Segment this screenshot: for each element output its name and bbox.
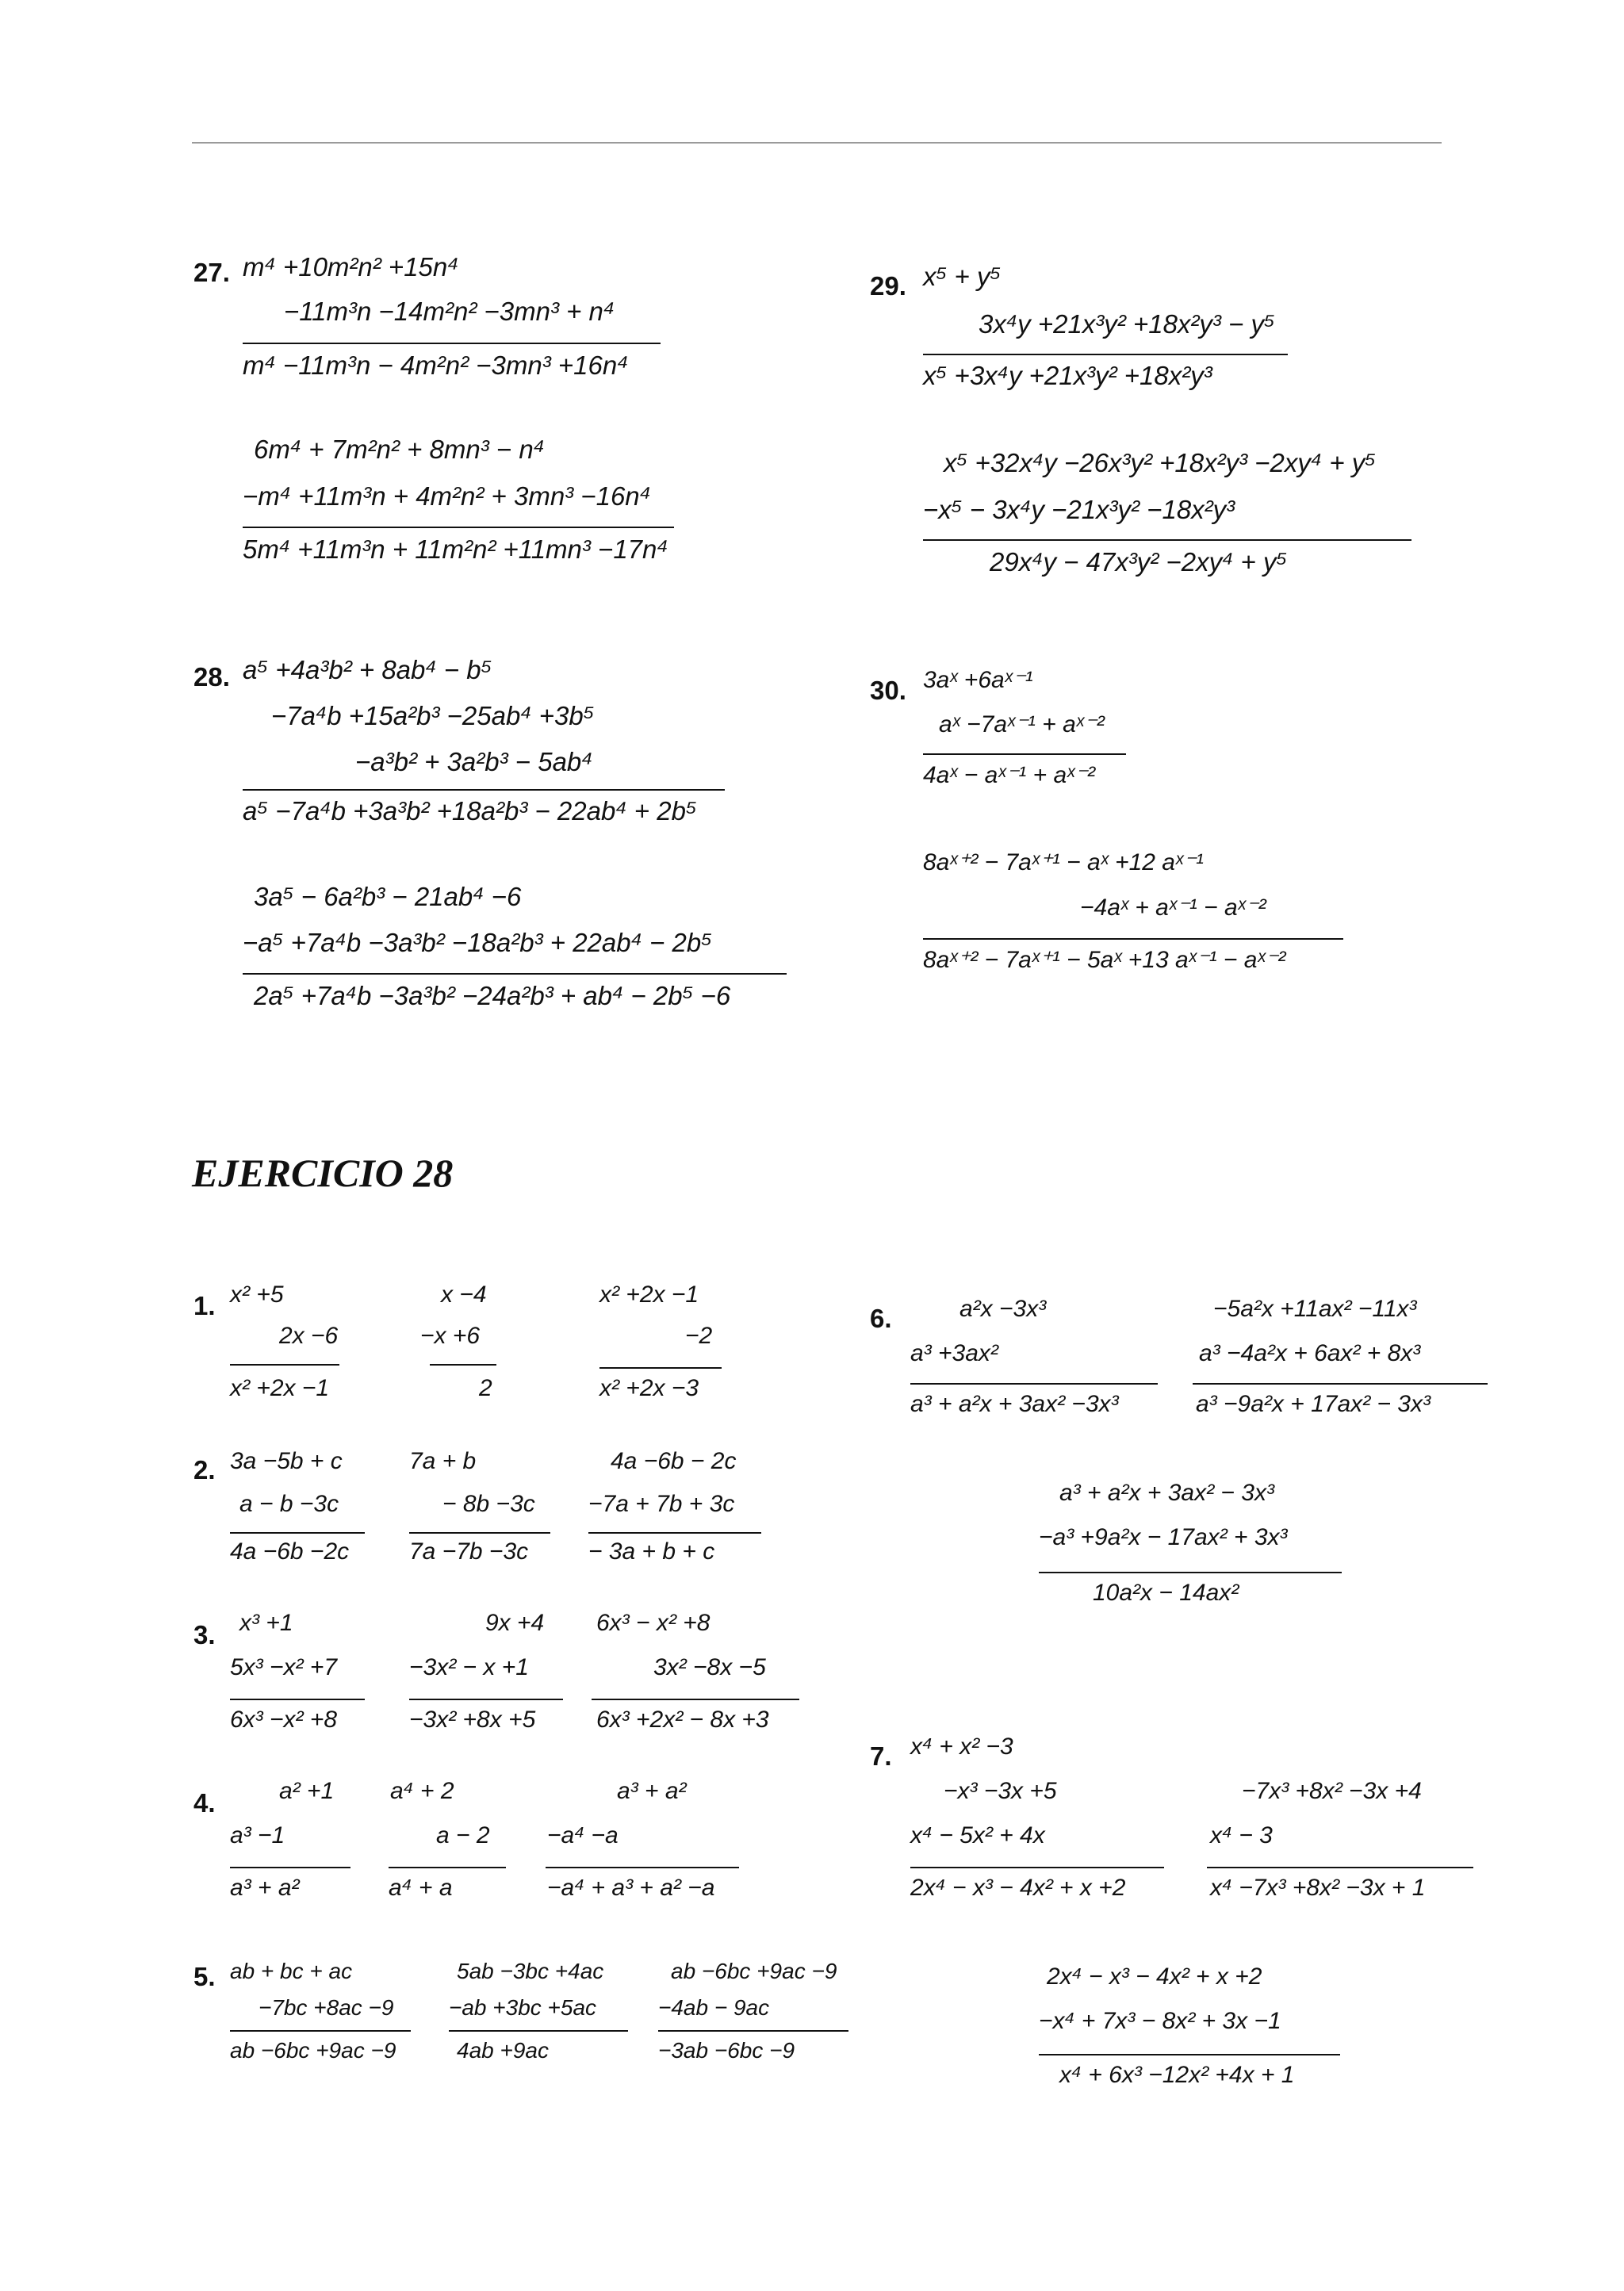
sum-line <box>230 1532 365 1534</box>
exercise-number: 7. <box>870 1741 892 1771</box>
sum-line <box>923 539 1411 541</box>
expression-line: 2x⁴ − x³ − 4x² + x +2 <box>1047 1963 1262 1990</box>
expression-line: 3a⁵ − 6a²b³ − 21ab⁴ −6 <box>254 882 522 911</box>
sum-line <box>658 2030 848 2032</box>
expression-line: −2 <box>685 1323 713 1349</box>
expression-line: x⁴ − 5x² + 4x <box>910 1822 1045 1849</box>
expression-line: 6m⁴ + 7m²n² + 8mn³ − n⁴ <box>254 435 545 464</box>
expression-line: 3aˣ +6aˣ⁻¹ <box>923 667 1033 693</box>
expression-line: a⁴ + 2 <box>390 1778 454 1804</box>
sum-line <box>923 938 1343 940</box>
result-line: 29x⁴y − 47x³y² −2xy⁴ + y⁵ <box>990 547 1288 577</box>
expression-line: −3x² − x +1 <box>409 1654 529 1680</box>
result-line: ab −6bc +9ac −9 <box>230 2038 396 2063</box>
result-line: 4ab +9ac <box>457 2038 549 2063</box>
sum-line <box>243 527 674 528</box>
exercise-number: 4. <box>193 1788 216 1818</box>
result-line: 8aˣ⁺² − 7aˣ⁺¹ − 5aˣ +13 aˣ⁻¹ − aˣ⁻² <box>923 947 1286 973</box>
expression-line: −x³ −3x +5 <box>944 1778 1057 1804</box>
result-line: 2a⁵ +7a⁴b −3a³b² −24a²b³ + ab⁴ − 2b⁵ −6 <box>254 981 731 1010</box>
expression-line: −m⁴ +11m³n + 4m²n² + 3mn³ −16n⁴ <box>243 481 651 511</box>
sum-line <box>230 1699 365 1700</box>
expression-line: −7a⁴b +15a²b³ −25ab⁴ +3b⁵ <box>271 701 595 730</box>
sum-line <box>592 1699 799 1700</box>
expression-line: −a³ +9a²x − 17ax² + 3x³ <box>1039 1524 1288 1550</box>
sum-line <box>546 1867 739 1868</box>
result-line: x² +2x −3 <box>599 1375 699 1401</box>
expression-line: 7a + b <box>409 1448 477 1474</box>
expression-line: −x⁵ − 3x⁴y −21x³y² −18x²y³ <box>923 495 1235 524</box>
result-line: a³ + a² <box>230 1875 300 1901</box>
expression-line: a³ +3ax² <box>910 1340 998 1366</box>
result-line: 2 <box>479 1375 492 1401</box>
exercise-number: 2. <box>193 1455 216 1485</box>
expression-line: −4aˣ + aˣ⁻¹ − aˣ⁻² <box>1080 895 1266 921</box>
result-line: 10a²x − 14ax² <box>1093 1580 1239 1606</box>
result-line: −3ab −6bc −9 <box>658 2038 795 2063</box>
expression-line: −a⁵ +7a⁴b −3a³b² −18a²b³ + 22ab⁴ − 2b⁵ <box>243 928 713 957</box>
result-line: 6x³ −x² +8 <box>230 1707 338 1733</box>
sum-line <box>409 1699 563 1700</box>
expression-line: −4ab − 9ac <box>658 1995 770 2020</box>
result-line: 5m⁴ +11m³n + 11m²n² +11mn³ −17n⁴ <box>243 534 668 564</box>
expression-line: ab −6bc +9ac −9 <box>671 1959 837 1983</box>
expression-line: 5x³ −x² +7 <box>230 1654 338 1680</box>
expression-line: −5a²x +11ax² −11x³ <box>1213 1296 1417 1322</box>
exercise-number: 3. <box>193 1620 216 1649</box>
result-line: a⁵ −7a⁴b +3a³b² +18a²b³ − 22ab⁴ + 2b⁵ <box>243 796 697 826</box>
problem-number: 28. <box>193 662 230 692</box>
result-line: 4aˣ − aˣ⁻¹ + aˣ⁻² <box>923 762 1096 788</box>
expression-line: −x +6 <box>420 1323 481 1349</box>
result-line: 4a −6b −2c <box>230 1538 350 1565</box>
expression-line: 3x⁴y +21x³y² +18x²y³ − y⁵ <box>979 309 1275 339</box>
result-line: x⁵ +3x⁴y +21x³y² +18x²y³ <box>923 361 1212 390</box>
expression-line: −7bc +8ac −9 <box>259 1995 394 2020</box>
expression-line: −x⁴ + 7x³ − 8x² + 3x −1 <box>1039 2008 1281 2034</box>
expression-line: 4a −6b − 2c <box>611 1448 737 1474</box>
result-line: −3x² +8x +5 <box>409 1707 536 1733</box>
expression-line: a³ + a² <box>617 1778 687 1804</box>
expression-line: −7a + 7b + 3c <box>588 1491 735 1517</box>
expression-line: a⁵ +4a³b² + 8ab⁴ − b⁵ <box>243 655 492 684</box>
sum-line <box>1039 2054 1340 2055</box>
sum-line <box>389 1867 506 1868</box>
expression-line: m⁴ +10m²n² +15n⁴ <box>243 252 459 282</box>
expression-line: ab + bc + ac <box>230 1959 353 1983</box>
section-heading: EJERCICIO 28 <box>192 1151 454 1195</box>
exercise-number: 1. <box>193 1291 216 1320</box>
expression-line: 3a −5b + c <box>230 1448 343 1474</box>
result-line: 2x⁴ − x³ − 4x² + x +2 <box>910 1875 1126 1901</box>
sum-line <box>243 973 787 975</box>
sum-line <box>910 1383 1158 1385</box>
sum-line <box>230 1364 339 1366</box>
expression-line: 2x −6 <box>279 1323 339 1349</box>
sum-line <box>230 2030 411 2032</box>
expression-line: 6x³ − x² +8 <box>596 1610 710 1636</box>
expression-line: −7x³ +8x² −3x +4 <box>1242 1778 1422 1804</box>
result-line: 6x³ +2x² − 8x +3 <box>596 1707 769 1733</box>
expression-line: x⁴ − 3 <box>1210 1822 1273 1849</box>
header-rule <box>192 142 1442 144</box>
result-line: m⁴ −11m³n − 4m²n² −3mn³ +16n⁴ <box>243 351 629 380</box>
sum-line <box>243 789 725 791</box>
expression-line: 5ab −3bc +4ac <box>457 1959 604 1983</box>
result-line: x² +2x −1 <box>230 1375 330 1401</box>
expression-line: x⁵ +32x⁴y −26x³y² +18x²y³ −2xy⁴ + y⁵ <box>944 448 1377 477</box>
expression-line: 8aˣ⁺² − 7aˣ⁺¹ − aˣ +12 aˣ⁻¹ <box>923 849 1204 875</box>
result-line: a⁴ + a <box>389 1875 453 1901</box>
expression-line: a²x −3x³ <box>959 1296 1047 1322</box>
result-line: − 3a + b + c <box>588 1538 715 1565</box>
sum-line <box>430 1364 496 1366</box>
problem-number: 30. <box>870 676 906 705</box>
expression-line: 9x +4 <box>485 1610 545 1636</box>
sum-line <box>923 753 1126 755</box>
sum-line <box>243 343 661 344</box>
sum-line <box>588 1532 761 1534</box>
expression-line: a³ −4a²x + 6ax² + 8x³ <box>1199 1340 1421 1366</box>
result-line: 7a −7b −3c <box>409 1538 529 1565</box>
problem-number: 29. <box>870 271 906 301</box>
expression-line: x −4 <box>441 1282 487 1308</box>
expression-line: −ab +3bc +5ac <box>449 1995 597 2020</box>
expression-line: x² +2x −1 <box>599 1282 699 1308</box>
expression-line: a³ −1 <box>230 1822 285 1849</box>
sum-line <box>599 1367 722 1369</box>
sum-line <box>409 1532 550 1534</box>
expression-line: a − 2 <box>436 1822 490 1849</box>
expression-line: x⁴ + x² −3 <box>910 1734 1013 1760</box>
expression-line: −a³b² + 3a²b³ − 5ab⁴ <box>355 747 593 776</box>
result-line: x⁴ −7x³ +8x² −3x + 1 <box>1210 1875 1426 1901</box>
sum-line <box>1039 1572 1342 1573</box>
sum-line <box>910 1867 1164 1868</box>
expression-line: a³ + a²x + 3ax² − 3x³ <box>1059 1480 1274 1506</box>
result-line: a³ + a²x + 3ax² −3x³ <box>910 1391 1119 1417</box>
exercise-number: 5. <box>193 1962 216 1991</box>
expression-line: a² +1 <box>279 1778 335 1804</box>
expression-line: aˣ −7aˣ⁻¹ + aˣ⁻² <box>939 711 1105 737</box>
sum-line <box>1207 1867 1473 1868</box>
expression-line: −a⁴ −a <box>547 1822 619 1849</box>
sum-line <box>449 2030 628 2032</box>
expression-line: 3x² −8x −5 <box>653 1654 766 1680</box>
expression-line: x⁵ + y⁵ <box>923 262 1002 291</box>
result-line: −a⁴ + a³ + a² −a <box>547 1875 715 1901</box>
problem-27-block-1 <box>243 252 671 324</box>
expression-line: − 8b −3c <box>442 1491 535 1517</box>
result-line: x⁴ + 6x³ −12x² +4x + 1 <box>1059 2062 1295 2088</box>
expression-line: x³ +1 <box>239 1610 293 1636</box>
sum-line <box>923 354 1288 355</box>
result-line: a³ −9a²x + 17ax² − 3x³ <box>1196 1391 1431 1417</box>
sum-line <box>1193 1383 1488 1385</box>
exercise-number: 6. <box>870 1304 892 1333</box>
problem-number: 27. <box>193 258 230 287</box>
expression-line: a − b −3c <box>239 1491 339 1517</box>
expression-line: −11m³n −14m²n² −3mn³ + n⁴ <box>284 297 615 326</box>
sum-line <box>230 1867 350 1868</box>
expression-line: x² +5 <box>230 1282 284 1308</box>
